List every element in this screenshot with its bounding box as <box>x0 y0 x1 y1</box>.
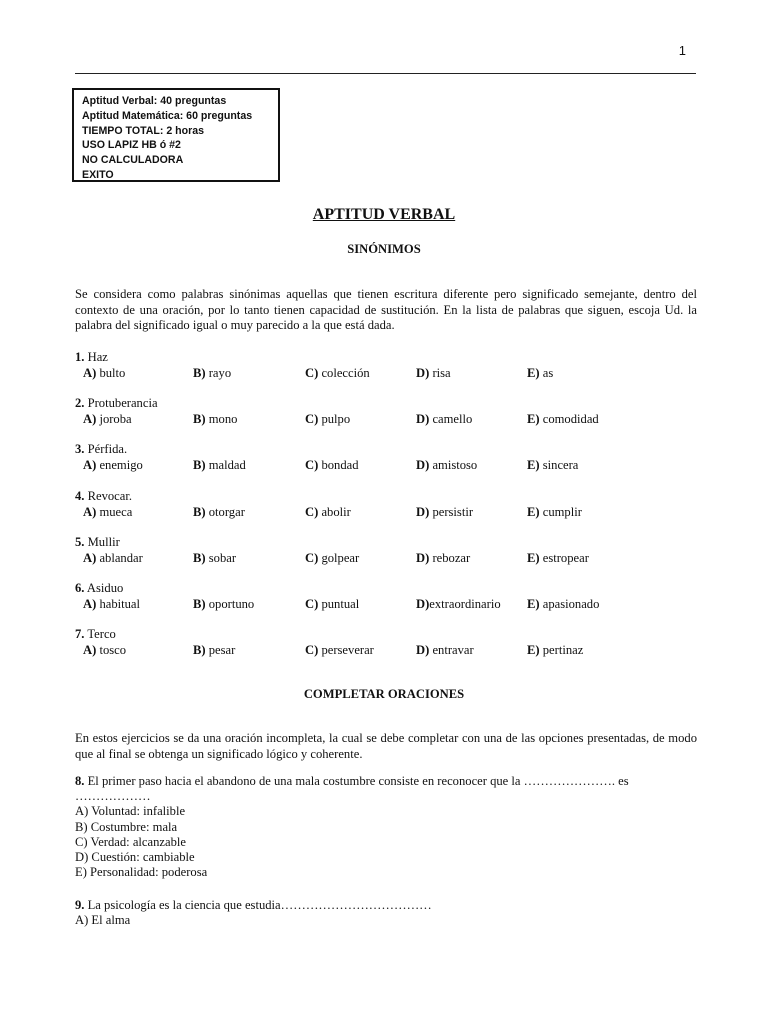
answer-option <box>305 411 350 427</box>
option-letter: A) <box>83 458 97 472</box>
question-number: 1. <box>75 350 85 364</box>
question-number: 8. <box>75 774 85 788</box>
answer-option: A) Voluntad: infalible <box>75 804 186 819</box>
option-text: persistir <box>429 505 474 519</box>
option-letter: D) <box>416 597 430 611</box>
answer-option <box>416 596 501 612</box>
options-row <box>75 457 715 473</box>
synonym-question <box>75 626 715 658</box>
question-word: Terco <box>84 627 116 641</box>
options-row <box>75 411 715 427</box>
answer-option: E) Personalidad: poderosa <box>75 865 208 880</box>
question-word: Revocar. <box>84 489 133 503</box>
header-rule <box>75 73 696 74</box>
option-letter: B) <box>193 412 206 426</box>
option-text: camello <box>429 412 473 426</box>
question-stem <box>75 349 715 365</box>
question-word: Mullir <box>84 535 120 549</box>
answer-option <box>527 457 578 473</box>
synonym-question <box>75 441 715 473</box>
info-line: EXITO <box>82 168 114 181</box>
option-text: perseverar <box>318 643 374 657</box>
options-row <box>75 642 715 658</box>
info-line: USO LAPIZ HB ó #2 <box>82 139 181 152</box>
option-letter: B) <box>193 505 206 519</box>
synonyms-intro: Se considera como palabras sinónimas aquellas que tienen escritura diferente pero significado semejante, dentro del contexto de una oración, por lo tanto tienen capacidad de sustitución. En la lista de palabras que siguen, escoja Ud. la palabra del significado igual o muy parecido a la que está dada. <box>75 287 697 332</box>
synonym-question <box>75 395 715 427</box>
option-text: sobar <box>205 551 237 565</box>
option-letter: A) <box>83 551 97 565</box>
option-text: golpear <box>318 551 360 565</box>
option-letter: D) <box>416 458 430 472</box>
answer-option <box>527 365 553 381</box>
answer-option <box>527 504 582 520</box>
answer-option <box>416 457 477 473</box>
option-letter: D) <box>416 412 430 426</box>
option-letter: C) <box>305 597 319 611</box>
question-stem <box>75 441 715 457</box>
answer-option <box>527 596 599 612</box>
question-stem <box>75 774 697 789</box>
answer-option <box>527 550 589 566</box>
option-letter: E) <box>527 366 540 380</box>
option-text: cumplir <box>539 505 582 519</box>
question-stem <box>75 534 715 550</box>
synonym-question <box>75 580 715 612</box>
option-text: rebozar <box>429 551 471 565</box>
question-word: Haz <box>84 350 108 364</box>
option-text: bondad <box>318 458 359 472</box>
option-letter: B) <box>193 643 206 657</box>
option-letter: A) <box>83 597 97 611</box>
answer-option <box>305 642 374 658</box>
option-text: mono <box>205 412 238 426</box>
stem-text: El primer paso hacia el abandono de una mala costumbre consiste en reconocer que la …………………. es <box>84 774 629 788</box>
answer-option <box>193 411 237 427</box>
option-text: estropear <box>539 551 589 565</box>
section-heading-synonyms: SINÓNIMOS <box>347 242 421 256</box>
answer-option <box>305 457 359 473</box>
option-text: extraordinario <box>429 597 501 611</box>
answer-option <box>193 642 235 658</box>
info-line: Aptitud Verbal: 40 preguntas <box>82 95 227 107</box>
option-letter: C) <box>305 366 319 380</box>
info-line: NO CALCULADORA <box>82 154 184 167</box>
answer-option <box>83 457 143 473</box>
option-text: pesar <box>205 643 236 657</box>
option-text: joroba <box>96 412 132 426</box>
option-letter: E) <box>527 643 540 657</box>
synonym-question <box>75 534 715 566</box>
answer-option <box>193 365 231 381</box>
question-stem <box>75 626 715 642</box>
answer-option <box>305 504 351 520</box>
answer-option: A) El alma <box>75 913 131 928</box>
option-text: ablandar <box>96 551 143 565</box>
complete-intro: En estos ejercicios se da una oración incompleta, la cual se debe completar con una de las opciones presentadas, de modo que al final se obtenga un significado lógico y coherente. <box>75 731 697 761</box>
options-row <box>75 550 715 566</box>
question-stem <box>75 488 715 504</box>
option-text: comodidad <box>539 412 599 426</box>
option-text: bulto <box>96 366 126 380</box>
answer-option <box>193 550 236 566</box>
option-letter: C) <box>305 412 319 426</box>
option-text: oportuno <box>205 597 255 611</box>
option-letter: A) <box>83 412 97 426</box>
question-word: Pérfida. <box>84 442 128 456</box>
option-letter: B) <box>193 458 206 472</box>
answer-option <box>305 550 359 566</box>
question-8 <box>75 774 697 880</box>
answer-option <box>416 642 474 658</box>
answer-option <box>527 642 583 658</box>
answer-option: C) Verdad: alcanzable <box>75 834 186 849</box>
option-letter: B) <box>193 551 206 565</box>
option-text: risa <box>429 366 451 380</box>
answer-option <box>83 642 126 658</box>
option-letter: E) <box>527 412 540 426</box>
answer-option: B) Costumbre: mala <box>75 819 178 834</box>
answer-option <box>83 504 132 520</box>
question-word: Asiduo <box>84 581 124 595</box>
answer-option <box>193 596 254 612</box>
option-text: sincera <box>539 458 579 472</box>
option-letter: D) <box>416 643 430 657</box>
option-letter: C) <box>305 643 319 657</box>
option-text: habitual <box>96 597 141 611</box>
options-row <box>75 596 715 612</box>
stem-text: La psicología es la ciencia que estudia……………………………… <box>84 898 432 912</box>
answer-option <box>416 550 470 566</box>
option-letter: C) <box>305 551 319 565</box>
info-line: TIEMPO TOTAL: 2 horas <box>82 124 205 137</box>
page-title: APTITUD VERBAL <box>312 206 456 223</box>
answer-option <box>83 596 140 612</box>
option-text: pertinaz <box>539 643 584 657</box>
option-letter: E) <box>527 458 540 472</box>
option-letter: D) <box>416 551 430 565</box>
info-line: Aptitud Matemática: 60 preguntas <box>82 109 253 122</box>
question-number: 4. <box>75 489 85 503</box>
option-text: rayo <box>205 366 232 380</box>
option-text: maldad <box>205 458 246 472</box>
question-9 <box>75 898 697 928</box>
option-text: entravar <box>429 643 474 657</box>
question-number: 9. <box>75 898 85 912</box>
option-text: mueca <box>96 505 133 519</box>
answer-option: D) Cuestión: cambiable <box>75 850 195 865</box>
section-heading-complete: COMPLETAR ORACIONES <box>303 687 465 701</box>
answer-option <box>305 596 359 612</box>
option-text: abolir <box>318 505 351 519</box>
options-row <box>75 504 715 520</box>
synonym-question <box>75 349 715 381</box>
option-letter: B) <box>193 366 206 380</box>
synonym-question <box>75 488 715 520</box>
option-text: puntual <box>318 597 360 611</box>
option-letter: C) <box>305 458 319 472</box>
option-letter: C) <box>305 505 319 519</box>
option-text: pulpo <box>318 412 351 426</box>
answer-option <box>193 504 245 520</box>
option-letter: D) <box>416 505 430 519</box>
question-number: 6. <box>75 581 85 595</box>
answer-option <box>83 411 132 427</box>
option-letter: A) <box>83 643 97 657</box>
option-text: tosco <box>96 643 127 657</box>
option-text: enemigo <box>96 458 143 472</box>
answer-option <box>83 365 125 381</box>
option-text: amistoso <box>429 458 478 472</box>
stem-continuation: ……………… <box>75 789 151 804</box>
option-letter: E) <box>527 505 540 519</box>
question-stem <box>75 395 715 411</box>
option-letter: E) <box>527 551 540 565</box>
option-text: as <box>539 366 554 380</box>
option-letter: A) <box>83 366 97 380</box>
answer-option <box>416 504 473 520</box>
question-number: 5. <box>75 535 85 549</box>
answer-option <box>193 457 246 473</box>
option-letter: D) <box>416 366 430 380</box>
option-letter: A) <box>83 505 97 519</box>
question-number: 7. <box>75 627 85 641</box>
question-word: Protuberancia <box>84 396 158 410</box>
option-text: apasionado <box>539 597 600 611</box>
answer-option <box>416 411 472 427</box>
answer-option <box>83 550 143 566</box>
answer-option <box>305 365 370 381</box>
answer-option <box>416 365 451 381</box>
options-row <box>75 365 715 381</box>
exam-info-box <box>72 88 280 182</box>
question-number: 2. <box>75 396 85 410</box>
question-stem <box>75 580 715 596</box>
option-text: otorgar <box>205 505 245 519</box>
option-letter: B) <box>193 597 206 611</box>
answer-option <box>527 411 599 427</box>
page-number: 1 <box>678 43 686 58</box>
option-text: colección <box>318 366 370 380</box>
option-letter: E) <box>527 597 540 611</box>
question-number: 3. <box>75 442 85 456</box>
